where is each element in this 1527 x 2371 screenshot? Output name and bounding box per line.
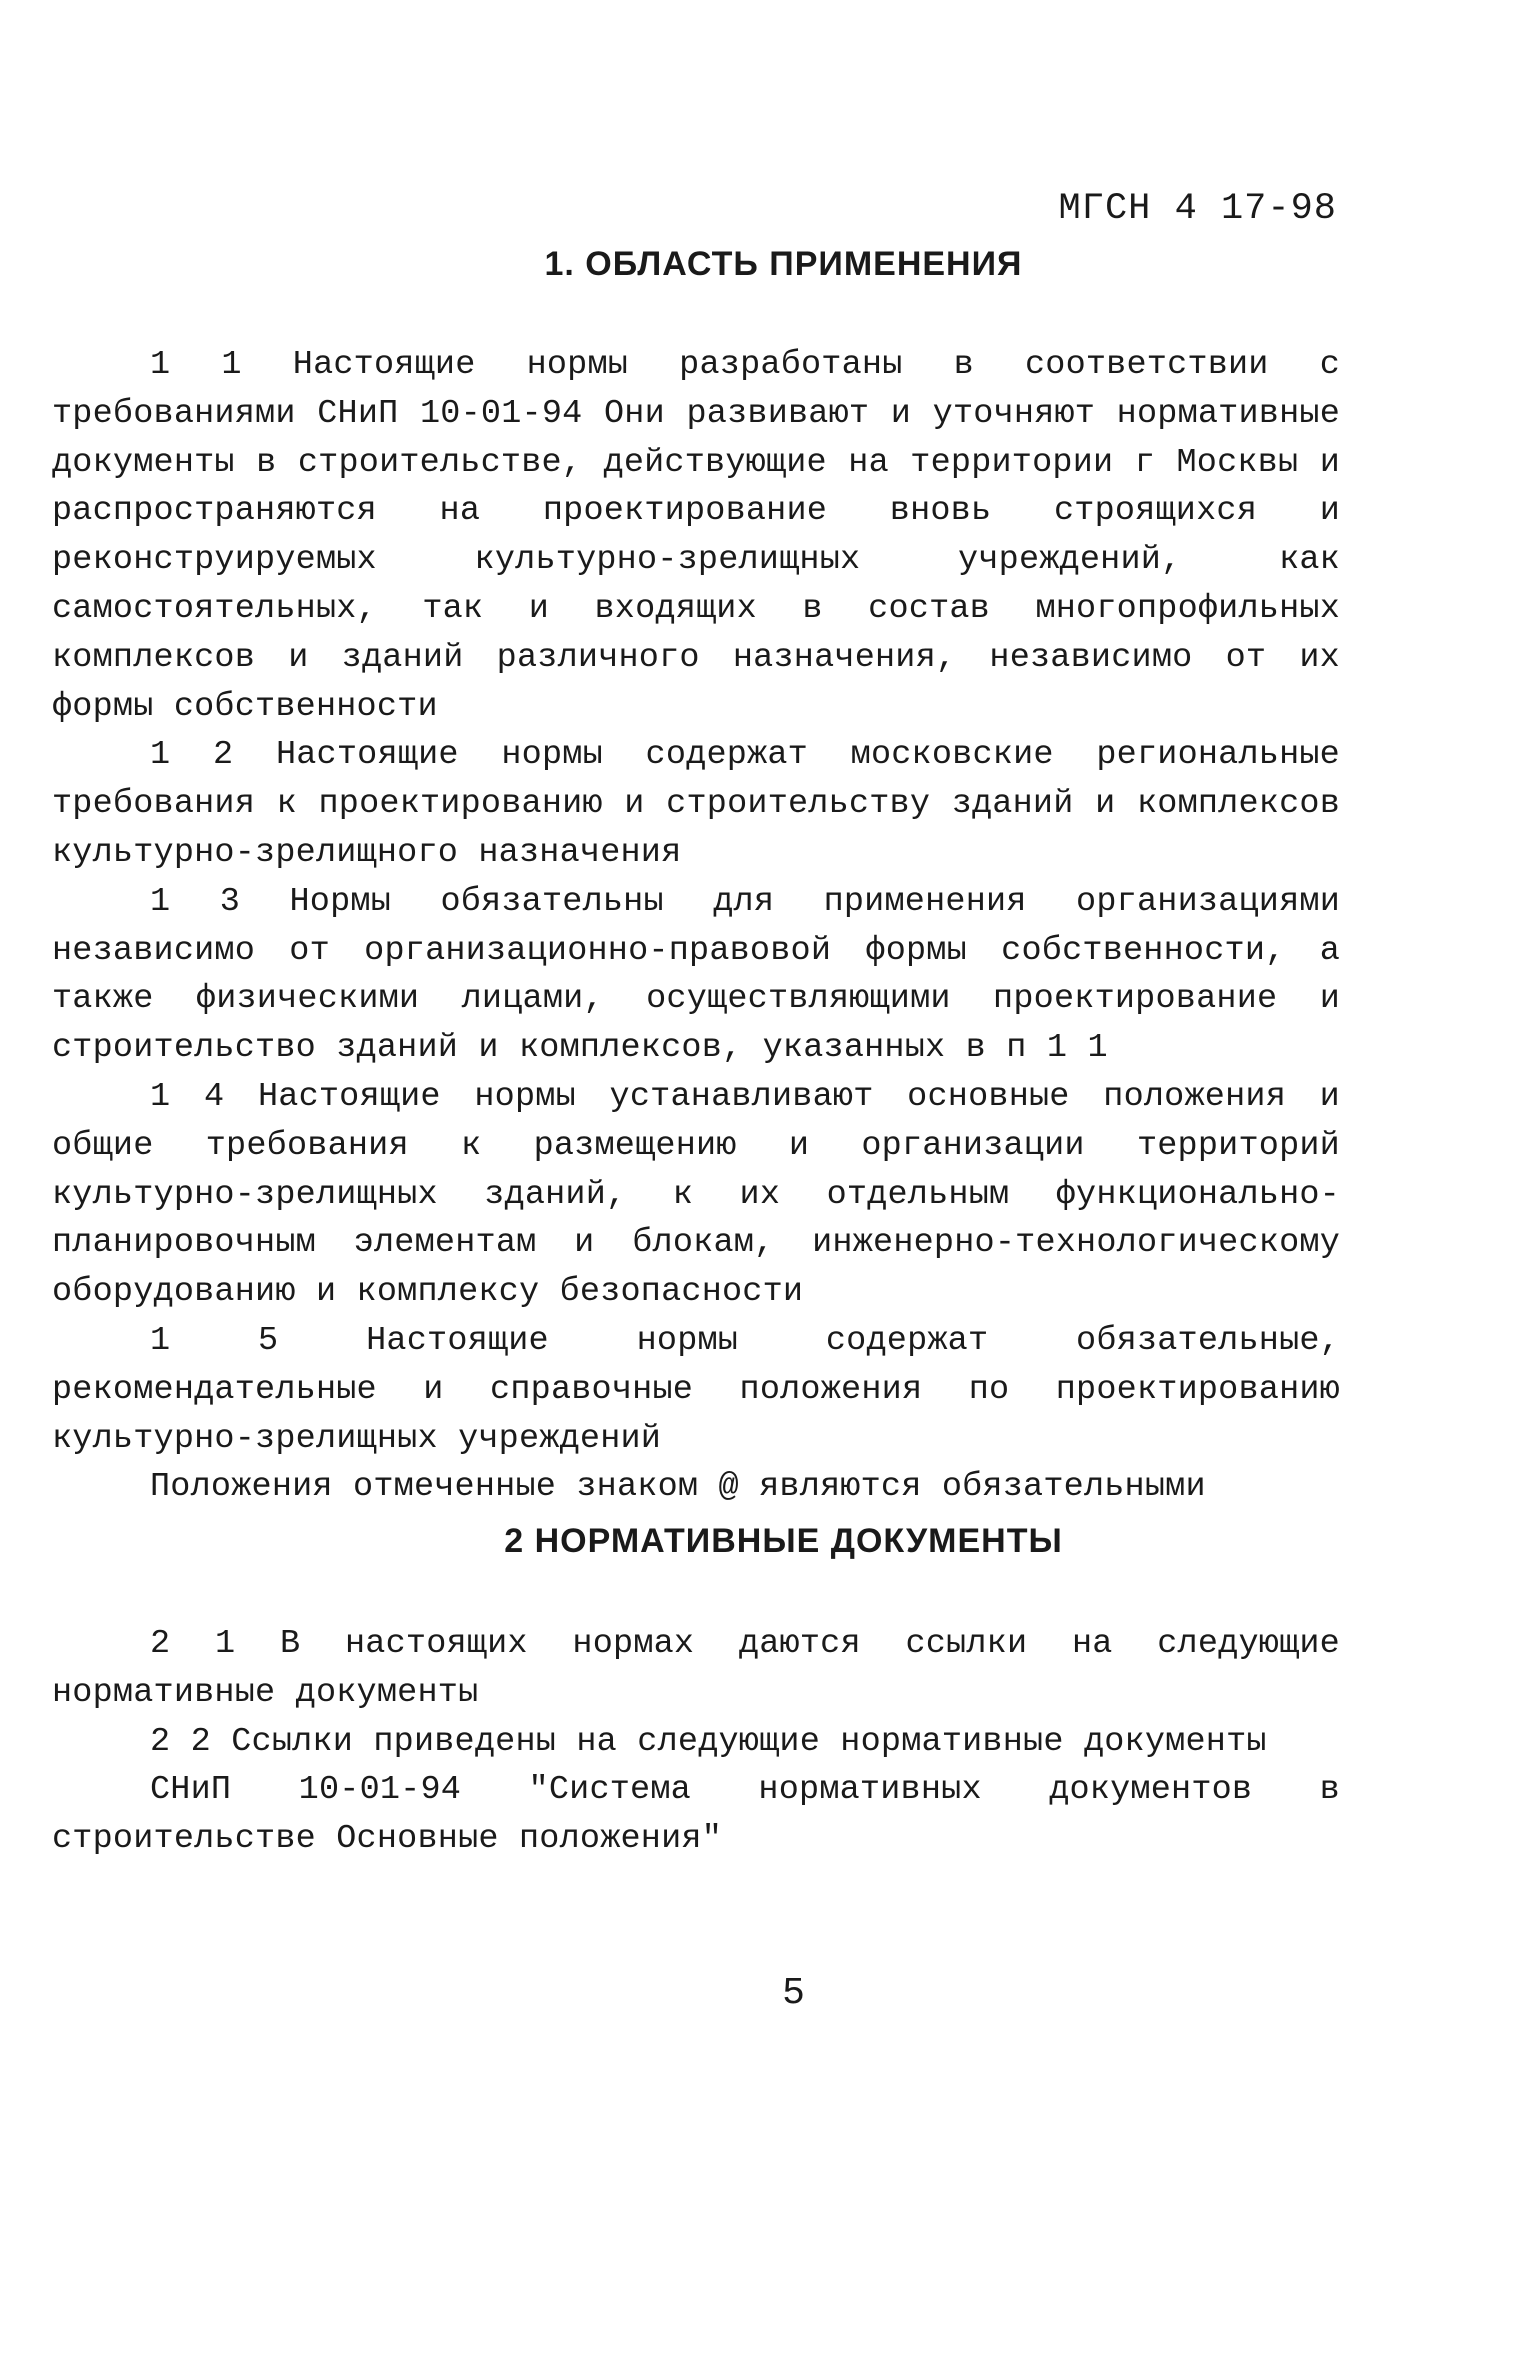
section-2-title: 2 НОРМАТИВНЫЕ ДОКУМЕНТЫ	[504, 1522, 1063, 1560]
section-1-body	[52, 341, 1340, 1512]
paragraph-2-2: 2 2 Ссылки приведены на следующие нормативные документы	[150, 1722, 1267, 1761]
paragraph-1-4: 1 4 Настоящие нормы устанавливают основные положения и общие требования к размещению и организации территорий культурно-зрелищных зданий, к их отдельным функционально-планировочным элементам и блокам, инженерно-технологическому оборудованию и комплексу безопасности	[52, 1077, 1340, 1312]
section-1-title: 1. ОБЛАСТЬ ПРИМЕНЕНИЯ	[544, 245, 1023, 283]
page-number: 5	[782, 1972, 805, 2015]
paragraph-1-1: 1 1 Настоящие нормы разработаны в соответствии с требованиями СНиП 10-01-94 Они развивают и уточняют нормативные документы в строительстве, действующие на территории г Москвы и распространяются на проектирование вновь строящихся и реконструируемых культурно-зрелищных учреждений, как самостоятельных, так и входящих в состав многопрофильных комплексов и зданий различного назначения, независимо от их формы собственности	[52, 346, 1340, 726]
mandatory-note: Положения отмеченные знаком @ являются обязательными	[150, 1468, 1206, 1507]
paragraph-1-5: 1 5 Настоящие нормы содержат обязательные, рекомендательные и справочные положения по проектированию культурно-зрелищных учреждений	[52, 1321, 1340, 1458]
reference-snip: СНиП 10-01-94 "Система нормативных документов в строительстве Основные положения"	[52, 1771, 1340, 1859]
section-2-body	[52, 1620, 1340, 1864]
paragraph-2-1: 2 1 В настоящих нормах даются ссылки на следующие нормативные документы	[52, 1625, 1340, 1712]
paragraph-1-3: 1 3 Нормы обязательны для применения организациями независимо от организационно-правовой формы собственности, а также физическими лицами, осуществляющими проектирование и строительство зданий и комплексов, указанных в п 1 1	[52, 882, 1340, 1068]
document-code: МГСН 4 17-98	[1058, 188, 1337, 230]
paragraph-1-2: 1 2 Настоящие нормы содержат московские региональные требования к проектированию и строительству зданий и комплексов культурно-зрелищного назначения	[52, 736, 1340, 872]
